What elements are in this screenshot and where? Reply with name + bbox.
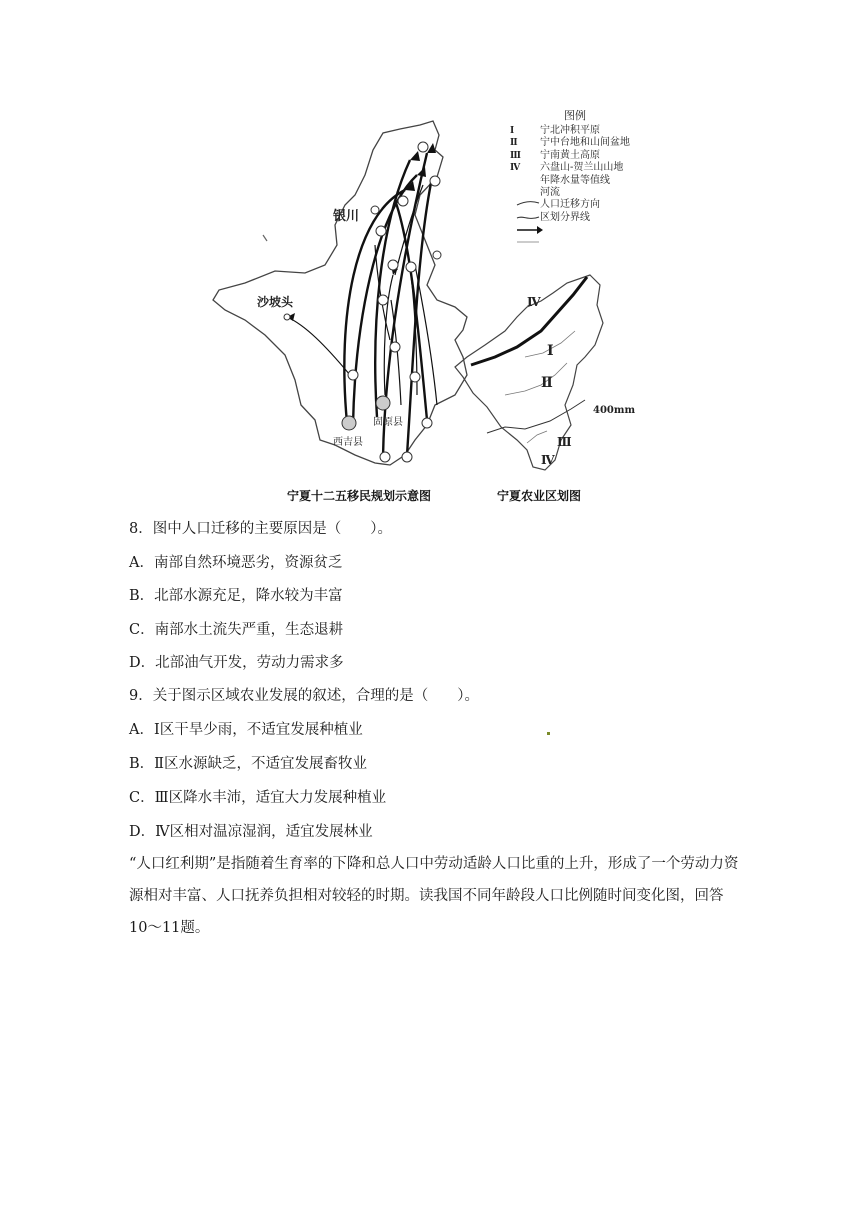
question-9-option-d: D．Ⅳ区相对温凉湿润，适宜发展林业 xyxy=(129,824,373,840)
isohyet-value-label: 400mm xyxy=(593,405,636,416)
region-label-iv-north: Ⅳ xyxy=(527,295,541,309)
legend-text: 宁北冲积平原 xyxy=(540,125,600,136)
legend-row xyxy=(510,162,670,174)
left-map-caption: 宁夏十二五移民规划示意图 xyxy=(287,489,432,503)
region-boundary-2 xyxy=(505,363,567,395)
question-9-option-c: C．Ⅲ区降水丰沛，适宜大力发展种植业 xyxy=(129,790,387,806)
legend-text: 区划分界线 xyxy=(540,211,590,223)
legend-row xyxy=(510,212,670,224)
legend-key: Ⅰ xyxy=(510,126,515,136)
legend-row xyxy=(510,187,670,199)
legend-text: 人口迁移方向 xyxy=(540,199,600,211)
question-8-option-c: C．南部水土流失严重，生态退耕 xyxy=(129,622,344,638)
region-label-iii: Ⅲ xyxy=(557,435,572,449)
region-boundary-3 xyxy=(527,431,547,443)
legend-symbol xyxy=(510,213,540,223)
legend-text: 六盘山-贺兰山山地 xyxy=(540,162,624,174)
question-9-stem: 9．关于图示区域农业发展的叙述，合理的是（ ）。 xyxy=(129,688,479,704)
legend-symbol xyxy=(510,201,540,211)
legend-key: Ⅱ xyxy=(510,138,518,149)
intro-paragraph: “人口红利期”是指随着生育率的下降和总人口中劳动适龄人口比重的上升，形成了一个劳动力资源相对丰富、人口抚养负担相对较轻的时期。读我国不同年龄段人口比例随时间变化图，回答10～11题。 xyxy=(129,856,739,936)
legend-row xyxy=(510,199,670,211)
legend-text: 年降水量等值线 xyxy=(540,174,610,186)
legend-symbol xyxy=(510,188,540,198)
right-map-caption: 宁夏农业区划图 xyxy=(497,489,582,503)
ningxia-maps-figure xyxy=(205,95,665,510)
legend-text: 宁中台地和山间盆地 xyxy=(540,137,630,149)
question-9-option-a: A．Ⅰ区干旱少雨，不适宜发展种植业 xyxy=(129,722,363,738)
legend-row xyxy=(510,150,670,162)
legend-key: Ⅳ xyxy=(510,163,521,174)
question-8-option-d: D．北部油气开发，劳动力需求多 xyxy=(129,655,344,671)
question-8-stem: 8．图中人口迁移的主要原因是（ ）。 xyxy=(129,521,392,537)
isohyet-400mm xyxy=(487,400,585,433)
legend-symbol xyxy=(510,176,540,186)
label-xiji: 西吉县 xyxy=(333,437,363,448)
region-label-i: Ⅰ xyxy=(547,343,554,359)
label-guyuan: 固原县 xyxy=(373,417,403,428)
region-label-iv-south: Ⅳ xyxy=(541,453,555,467)
stray-dot xyxy=(547,732,550,735)
legend-text: 河流 xyxy=(540,186,560,198)
left-map-outline xyxy=(213,121,467,465)
legend-row xyxy=(510,137,670,149)
label-shapotou: 沙坡头 xyxy=(257,295,294,309)
legend-row xyxy=(510,175,670,187)
legend-row xyxy=(510,125,670,137)
label-yinchuan: 银川 xyxy=(333,209,360,224)
question-9-option-b: B．Ⅱ区水源缺乏，不适宜发展畜牧业 xyxy=(129,756,368,772)
legend-key: Ⅲ xyxy=(510,150,521,161)
question-8-option-b: B．北部水源充足，降水较为丰富 xyxy=(129,588,343,604)
legend-title: 图例 xyxy=(564,109,586,122)
question-8-option-a: A．南部自然环境恶劣，资源贫乏 xyxy=(129,555,343,571)
region-label-ii: Ⅱ xyxy=(541,375,553,391)
stray-mark xyxy=(263,235,267,241)
legend-text: 宁南黄土高原 xyxy=(540,149,600,161)
map-legend xyxy=(510,107,670,224)
river-thick xyxy=(471,277,587,365)
